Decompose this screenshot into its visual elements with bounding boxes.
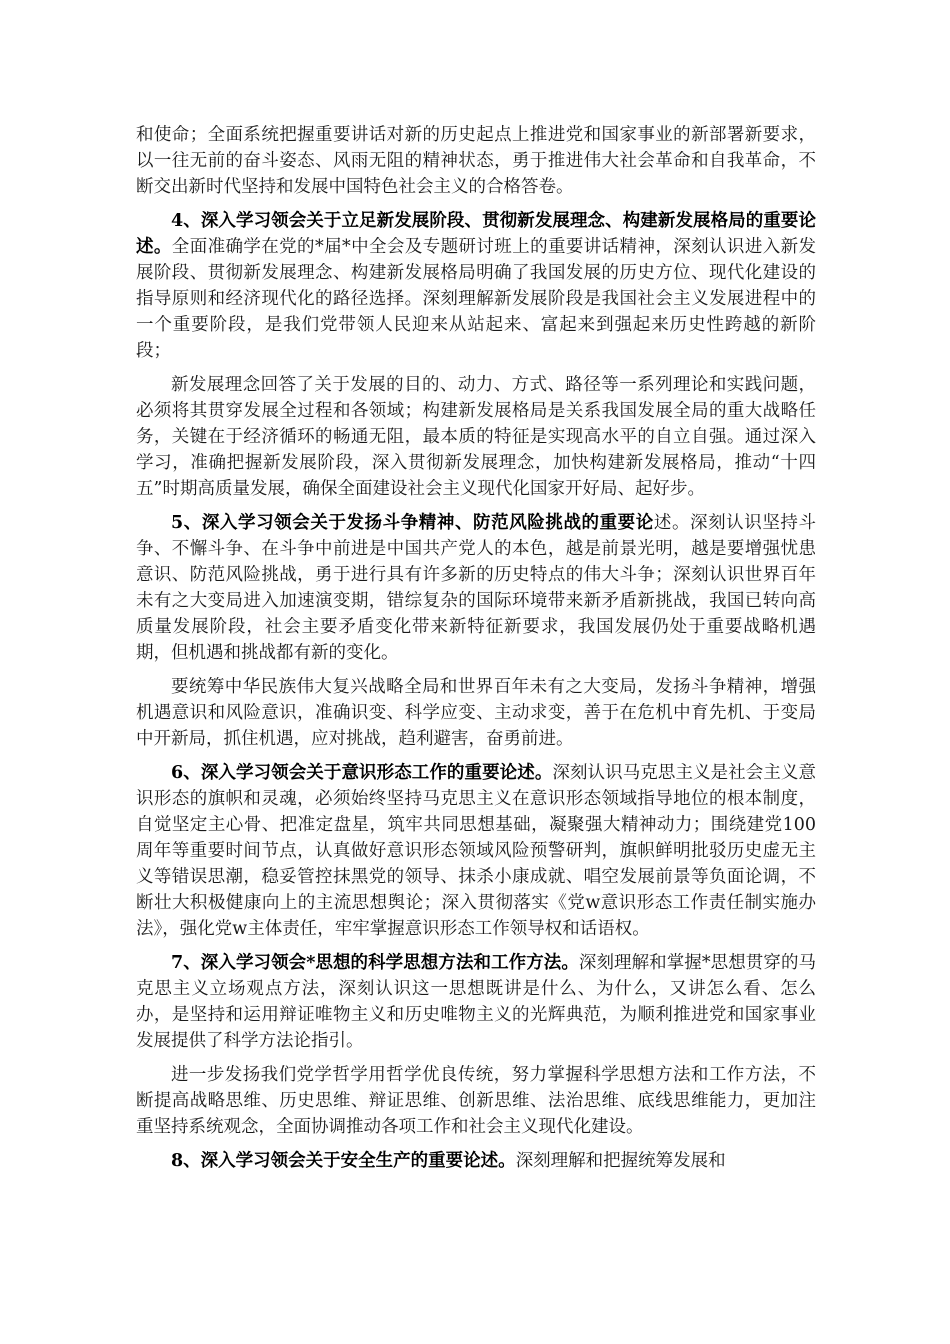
paragraph-section-4	[136, 208, 816, 364]
section-heading: 5、深入学习领会关于发扬斗争精神、防范风险挑战的重要论	[171, 513, 654, 533]
paragraph-body: 和使命；全面系统把握重要讲话对新的历史起点上推进党和国家事业的新部署新要求，以一往无前的奋斗姿态、风雨无阻的精神状态，勇于推进伟大社会革命和自我革命，不断交出新时代坚持和发展中国特色社会主义的合格答卷。	[136, 125, 816, 197]
paragraph-body: 深刻认识马克思主义是社会主义意识形态的旗帜和灵魂，必须始终坚持马克思主义在意识形态领域指导地位的根本制度，自觉坚定主心骨、把准定盘星，筑牢共同思想基础，凝聚强大精神动力；围绕建党100周年等重要时间节点，认真做好意识形态领域风险预警研判，旗帜鲜明批驳历史虚无主义等错误思潮，稳妥管控抹黑党的领导、抹杀小康成就、唱空发展前景等负面论调，不断壮大积极健康向上的主流思想舆论；深入贯彻落实《党w意识形态工作责任制实施办法》，强化党w主体责任，牢牢掌握意识形态工作领导权和话语权。	[136, 763, 816, 939]
section-heading: 7、深入学习领会*思想的科学思想方法和工作方法。	[171, 953, 579, 973]
paragraph-section-4-continued	[136, 372, 816, 502]
paragraph-section-8	[136, 1148, 816, 1174]
paragraph-body: 全面准确学在党的*届*中全会及专题研讨班上的重要讲话精神，深刻认识进入新发展阶段、贯彻新发展理念、构建新发展格局明确了我国发展的历史方位、现代化建设的指导原则和经济现代化的路径选择。深刻理解新发展阶段是我国社会主义发展进程中的一个重要阶段，是我们党带领人民迎来从站起来、富起来到强起来历史性跨越的新阶段；	[136, 237, 817, 361]
paragraph-section-6	[136, 760, 816, 942]
section-heading: 6、深入学习领会关于意识形态工作的重要论述。	[171, 763, 553, 783]
section-heading: 4、深入学习领会关于立足新发展阶段、贯彻新发展理念、构建新发展格局的重要论述。	[136, 211, 816, 257]
paragraph-body: 进一步发扬我们党学哲学用哲学优良传统，努力掌握科学思想方法和工作方法，不断提高战略思维、历史思维、辩证思维、创新思维、法治思维、底线思维能力，更加注重坚持系统观念，全面协调推动各项工作和社会主义现代化建设。	[136, 1065, 816, 1137]
paragraph-body: 述。深刻认识坚持斗争、不懈斗争、在斗争中前进是中国共产党人的本色，越是前景光明，越是要增强忧患意识、防范风险挑战，勇于进行具有许多新的历史特点的伟大斗争；深刻认识世界百年未有之大变局进入加速演变期，错综复杂的国际环境带来新矛盾新挑战，我国已转向高质量发展阶段，社会主要矛盾变化带来新特征新要求，我国发展仍处于重要战略机遇期，但机遇和挑战都有新的变化。	[136, 513, 817, 663]
paragraph-body: 要统筹中华民族伟大复兴战略全局和世界百年未有之大变局，发扬斗争精神，增强机遇意识和风险意识，准确识变、科学应变、主动求变，善于在危机中育先机、于变局中开新局，抓住机遇，应对挑战，趋利避害，奋勇前进。	[136, 677, 816, 749]
document-page	[136, 122, 816, 1182]
paragraph-body: 新发展理念回答了关于发展的目的、动力、方式、路径等一系列理论和实践问题，必须将其贯穿发展全过程和各领域；构建新发展格局是关系我国发展全局的重大战略任务，关键在于经济循环的畅通无阻，最本质的特征是实现高水平的自立自强。通过深入学习，准确把握新发展阶段，深入贯彻新发展理念，加快构建新发展格局，推动“十四五”时期高质量发展，确保全面建设社会主义现代化国家开好局、起好步。	[136, 375, 816, 499]
paragraph-continuation	[136, 122, 816, 200]
paragraph-body: 深刻理解和掌握*思想贯穿的马克思主义立场观点方法，深刻认识这一思想既讲是什么、为什么，又讲怎么看、怎么办，是坚持和运用辩证唯物主义和历史唯物主义的光辉典范，为顺利推进党和国家事业发展提供了科学方法论指引。	[136, 953, 817, 1051]
paragraph-section-5-continued	[136, 674, 816, 752]
paragraph-section-5	[136, 510, 816, 666]
section-heading: 8、深入学习领会关于安全生产的重要论述。	[171, 1151, 516, 1171]
paragraph-body: 深刻理解和把握统筹发展和	[515, 1151, 726, 1171]
paragraph-section-7	[136, 950, 816, 1054]
paragraph-section-7-continued	[136, 1062, 816, 1140]
